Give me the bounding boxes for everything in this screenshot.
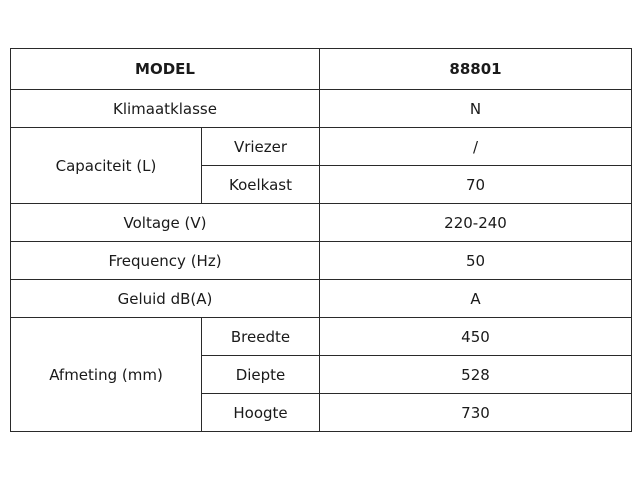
depth-label: Diepte (202, 356, 320, 394)
voltage-value: 220-240 (320, 204, 632, 242)
voltage-label: Voltage (V) (11, 204, 320, 242)
table-row-frequency (11, 242, 632, 280)
table-row-width (11, 318, 632, 356)
climate-class-label: Klimaatklasse (11, 90, 320, 128)
capacity-label: Capaciteit (L) (11, 128, 202, 204)
frequency-value: 50 (320, 242, 632, 280)
freezer-value: / (320, 128, 632, 166)
table-row-voltage (11, 204, 632, 242)
spec-table (10, 48, 632, 432)
width-value: 450 (320, 318, 632, 356)
height-label: Hoogte (202, 394, 320, 432)
table-row-noise (11, 280, 632, 318)
height-value: 730 (320, 394, 632, 432)
table-row-header (11, 49, 632, 90)
fridge-label: Koelkast (202, 166, 320, 204)
frequency-label: Frequency (Hz) (11, 242, 320, 280)
depth-value: 528 (320, 356, 632, 394)
noise-value: A (320, 280, 632, 318)
table-row-freezer (11, 128, 632, 166)
fridge-value: 70 (320, 166, 632, 204)
freezer-label: Vriezer (202, 128, 320, 166)
noise-label: Geluid dB(A) (11, 280, 320, 318)
model-label: MODEL (11, 49, 320, 90)
climate-class-value: N (320, 90, 632, 128)
table-row-climate-class (11, 90, 632, 128)
width-label: Breedte (202, 318, 320, 356)
model-value: 88801 (320, 49, 632, 90)
dimensions-label: Afmeting (mm) (11, 318, 202, 432)
